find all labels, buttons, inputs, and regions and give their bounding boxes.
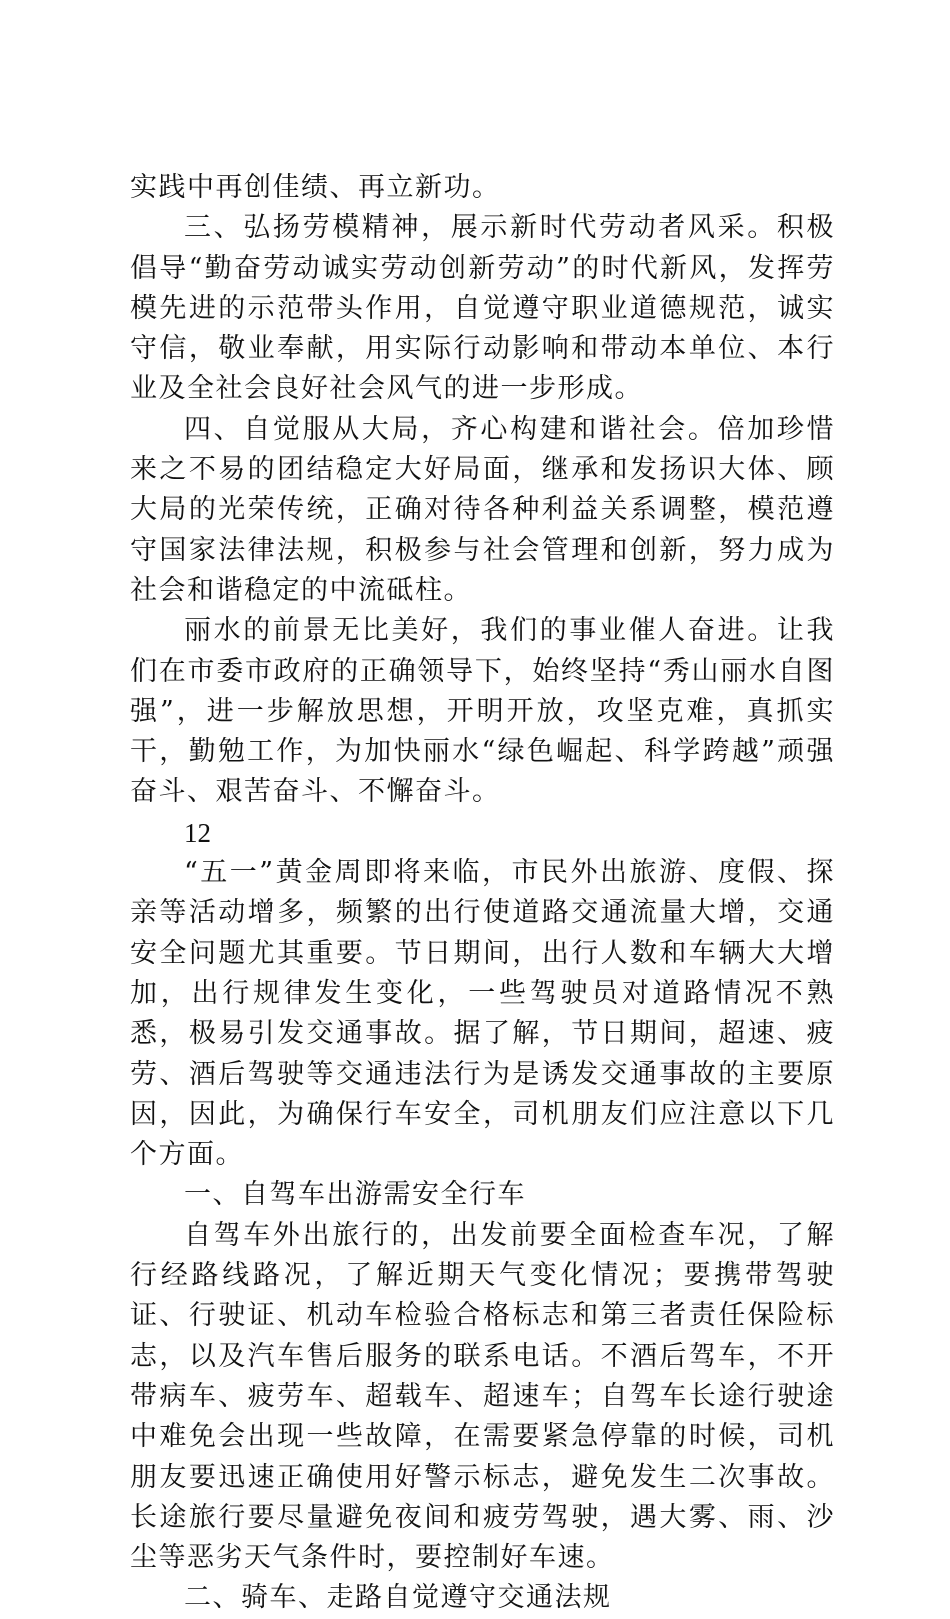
heading-self-driving: 一、自驾车出游需安全行车 — [184, 1179, 526, 1211]
paragraph-section-four: 四、自觉服从大局，齐心构建和谐社会。倍加珍惜来之不易的团结稳定大好局面，继承和发扬识大体、顾大局的光荣传统，正确对待各种利益关系调整，模范遵守国家法律法规，积极参与社会管理和创新，努力成为社会和谐稳定的中流砥柱。 — [130, 413, 835, 606]
document-body — [130, 168, 835, 1619]
paragraph-section-three: 三、弘扬劳模精神，展示新时代劳动者风采。积极倡导“勤奋劳动诚实劳动创新劳动”的时代新风，发挥劳模先进的示范带头作用，自觉遵守职业道德规范，诚实守信，敬业奉献，用实际行动影响和带动本单位、本行业及全社会良好社会风气的进一步形成。 — [130, 212, 835, 405]
section-number: 12 — [184, 817, 211, 848]
paragraph-continuation: 实践中再创佳绩、再立新功。 — [130, 172, 501, 203]
paragraph-traffic-intro: “五一”黄金周即将来临，市民外出旅游、度假、探亲等活动增多，频繁的出行使道路交通流量大增，交通安全问题尤其重要。节日期间，出行人数和车辆大大增加，出行规律发生变化，一些驾驶员对道路情况不熟悉，极易引发交通事故。据了解，节日期间，超速、疲劳、酒后驾驶等交通违法行为是诱发交通事故的主要原因，因此，为确保行车安全，司机朋友们应注意以下几个方面。 — [130, 857, 835, 1171]
heading-cycling-walking: 二、骑车、走路自觉遵守交通法规 — [184, 1582, 612, 1614]
paragraph-self-driving: 自驾车外出旅行的，出发前要全面检查车况，了解行经路线路况，了解近期天气变化情况；要携带驾驶证、行驶证、机动车检验合格标志和第三者责任保险标志，以及汽车售后服务的联系电话。不酒后驾车，不开带病车、疲劳车、超载车、超速车；自驾车长途行驶途中难免会出现一些故障，在需要紧急停靠的时候，司机朋友要迅速正确使用好警示标志，避免发生二次事故。长途旅行要尽量避免夜间和疲劳驾驶，遇大雾、雨、沙尘等恶劣天气条件时，要控制好车速。 — [130, 1219, 835, 1574]
paragraph-closing: 丽水的前景无比美好，我们的事业催人奋进。让我们在市委市政府的正确领导下，始终坚持“秀山丽水自图强”，进一步解放思想，开明开放，攻坚克难，真抓实干，勤勉工作，为加快丽水“绿色崛起、科学跨越”顽强奋斗、艰苦奋斗、不懈奋斗。 — [130, 615, 835, 808]
